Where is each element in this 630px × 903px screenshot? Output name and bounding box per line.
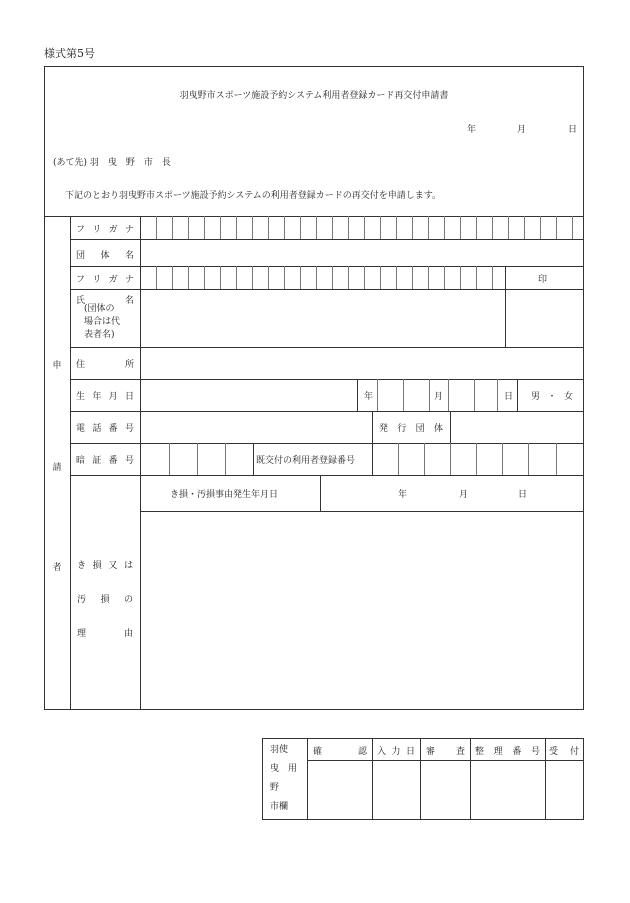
form-id: 様式第5号	[44, 47, 95, 60]
office-use-col-line	[545, 738, 546, 820]
char-box-divider	[444, 266, 445, 289]
office-col-review: 審 査	[426, 747, 465, 757]
row-line	[70, 239, 584, 240]
char-box-divider	[380, 266, 381, 289]
date-box-divider	[497, 379, 498, 411]
date-year-label: 年	[467, 125, 477, 135]
char-box-divider	[284, 216, 285, 239]
applicant-side-label: 請	[52, 463, 62, 473]
furigana-label: フ リ ガ ナ	[76, 275, 134, 285]
char-box-divider	[348, 216, 349, 239]
sex-choice: 男 ・ 女	[531, 392, 573, 402]
char-box-divider	[220, 266, 221, 289]
char-box-divider	[348, 266, 349, 289]
char-box-divider	[156, 216, 157, 239]
phone-label: 電 話 番 号	[76, 424, 134, 434]
row-line	[140, 511, 584, 512]
char-box-divider	[316, 216, 317, 239]
reason-label-line: 理 由	[77, 629, 133, 639]
char-box-divider	[332, 216, 333, 239]
char-box-divider	[428, 266, 429, 289]
char-box-divider	[476, 266, 477, 289]
row-line	[70, 411, 584, 412]
group-name-label: 団 体 名	[76, 251, 134, 261]
char-box-divider	[380, 216, 381, 239]
address-label: 住 所	[76, 360, 134, 370]
pin-box-divider	[197, 443, 198, 475]
card-no-box-divider	[528, 443, 529, 475]
pin-box-divider	[169, 443, 170, 475]
char-box-divider	[396, 266, 397, 289]
damage-month-label: 月	[459, 490, 469, 500]
col-line	[70, 216, 71, 710]
char-box-divider	[492, 216, 493, 239]
seal-divider	[505, 266, 506, 347]
char-box-divider	[556, 216, 557, 239]
addressee: (あて先) 羽 曳 野 市 長	[53, 158, 171, 168]
char-box-divider	[572, 216, 573, 239]
char-box-divider	[524, 216, 525, 239]
date-box-divider	[429, 379, 430, 411]
card-no-box-divider	[398, 443, 399, 475]
char-box-divider	[364, 216, 365, 239]
char-box-divider	[284, 266, 285, 289]
char-box-divider	[540, 216, 541, 239]
char-box-divider	[204, 216, 205, 239]
card-no-box-divider	[424, 443, 425, 475]
date-month-label: 月	[517, 125, 527, 135]
issuer-divider-right	[450, 411, 451, 443]
char-box-divider	[220, 216, 221, 239]
furigana-label: フ リ ガ ナ	[76, 225, 134, 235]
row-line	[70, 347, 584, 348]
name-note: (団体の 場合は代 表者名)	[84, 304, 121, 340]
char-box-divider	[204, 266, 205, 289]
col-line	[140, 216, 141, 710]
birth-month-label: 月	[434, 392, 444, 402]
office-use-side-label: 羽使 曳 用 野 市欄	[270, 745, 298, 812]
row-line	[70, 266, 584, 267]
char-box-divider	[508, 216, 509, 239]
card-no-box-divider	[450, 443, 451, 475]
date-day-label: 日	[568, 125, 578, 135]
char-box-divider	[268, 266, 269, 289]
card-no-divider	[372, 443, 373, 475]
existing-card-no-label: 既交付の利用者登録番号	[256, 456, 356, 466]
char-box-divider	[428, 216, 429, 239]
char-box-divider	[460, 216, 461, 239]
damage-day-label: 日	[518, 490, 528, 500]
form-title: 羽曳野市スポーツ施設予約システム利用者登録カード再交付申請書	[179, 91, 449, 101]
char-box-divider	[252, 266, 253, 289]
damage-date-divider	[320, 475, 321, 511]
office-col-reception: 受 付	[549, 747, 579, 757]
char-box-divider	[236, 266, 237, 289]
char-box-divider	[156, 266, 157, 289]
char-box-divider	[188, 266, 189, 289]
date-box-divider	[403, 379, 404, 411]
char-box-divider	[300, 216, 301, 239]
pin-label: 暗 証 番 号	[76, 456, 134, 466]
char-box-divider	[476, 216, 477, 239]
birth-day-label: 日	[504, 392, 514, 402]
char-box-divider	[252, 216, 253, 239]
damage-date-label: き損・汚損事由発生年月日	[170, 490, 279, 500]
char-box-divider	[412, 266, 413, 289]
reason-label-line: き 損 又 は	[77, 561, 133, 571]
char-box-divider	[316, 266, 317, 289]
intro-text: 下記のとおり羽曳野市スポーツ施設予約システムの利用者登録カードの再交付を申請します。	[65, 191, 442, 201]
reason-label-line: 汚 損 の	[77, 595, 133, 605]
office-use-col-line	[307, 738, 308, 820]
damage-year-label: 年	[398, 490, 408, 500]
char-box-divider	[364, 266, 365, 289]
char-box-divider	[300, 266, 301, 289]
card-no-box-divider	[476, 443, 477, 475]
char-box-divider	[236, 216, 237, 239]
office-use-col-line	[420, 738, 421, 820]
office-col-input-date: 入 力 日	[377, 747, 415, 757]
char-box-divider	[188, 216, 189, 239]
char-box-divider	[444, 216, 445, 239]
name-label: 氏 名	[76, 296, 134, 306]
date-box-divider	[448, 379, 449, 411]
char-box-divider	[332, 266, 333, 289]
card-no-box-divider	[502, 443, 503, 475]
row-line	[70, 289, 584, 290]
char-box-divider	[460, 266, 461, 289]
birth-date-label: 生 年 月 日	[76, 392, 134, 402]
char-box-divider	[492, 266, 493, 289]
birth-divider	[357, 379, 358, 411]
date-box-divider	[474, 379, 475, 411]
birth-year-label: 年	[364, 392, 374, 402]
row-line	[70, 443, 584, 444]
applicant-side-label: 申	[52, 361, 62, 371]
row-line	[70, 475, 584, 476]
office-use-header-line	[307, 760, 584, 761]
seal-label: 印	[538, 275, 548, 285]
office-col-confirm: 確 認	[313, 747, 367, 757]
date-box-divider	[377, 379, 378, 411]
char-box-divider	[396, 216, 397, 239]
office-use-col-line	[470, 738, 471, 820]
char-box-divider	[172, 216, 173, 239]
office-col-reference-no: 整 理 番 号	[475, 747, 540, 757]
char-box-divider	[412, 216, 413, 239]
office-use-col-line	[372, 738, 373, 820]
char-box-divider	[268, 216, 269, 239]
table-top-line	[44, 216, 584, 217]
applicant-side-label: 者	[52, 563, 62, 573]
pin-box-divider	[225, 443, 226, 475]
sex-divider	[517, 379, 518, 411]
pin-divider	[253, 443, 254, 475]
card-no-box-divider	[556, 443, 557, 475]
row-line	[70, 379, 584, 380]
issuing-group-label: 発 行 団 体	[379, 424, 443, 434]
issuer-divider-left	[372, 411, 373, 443]
char-box-divider	[172, 266, 173, 289]
